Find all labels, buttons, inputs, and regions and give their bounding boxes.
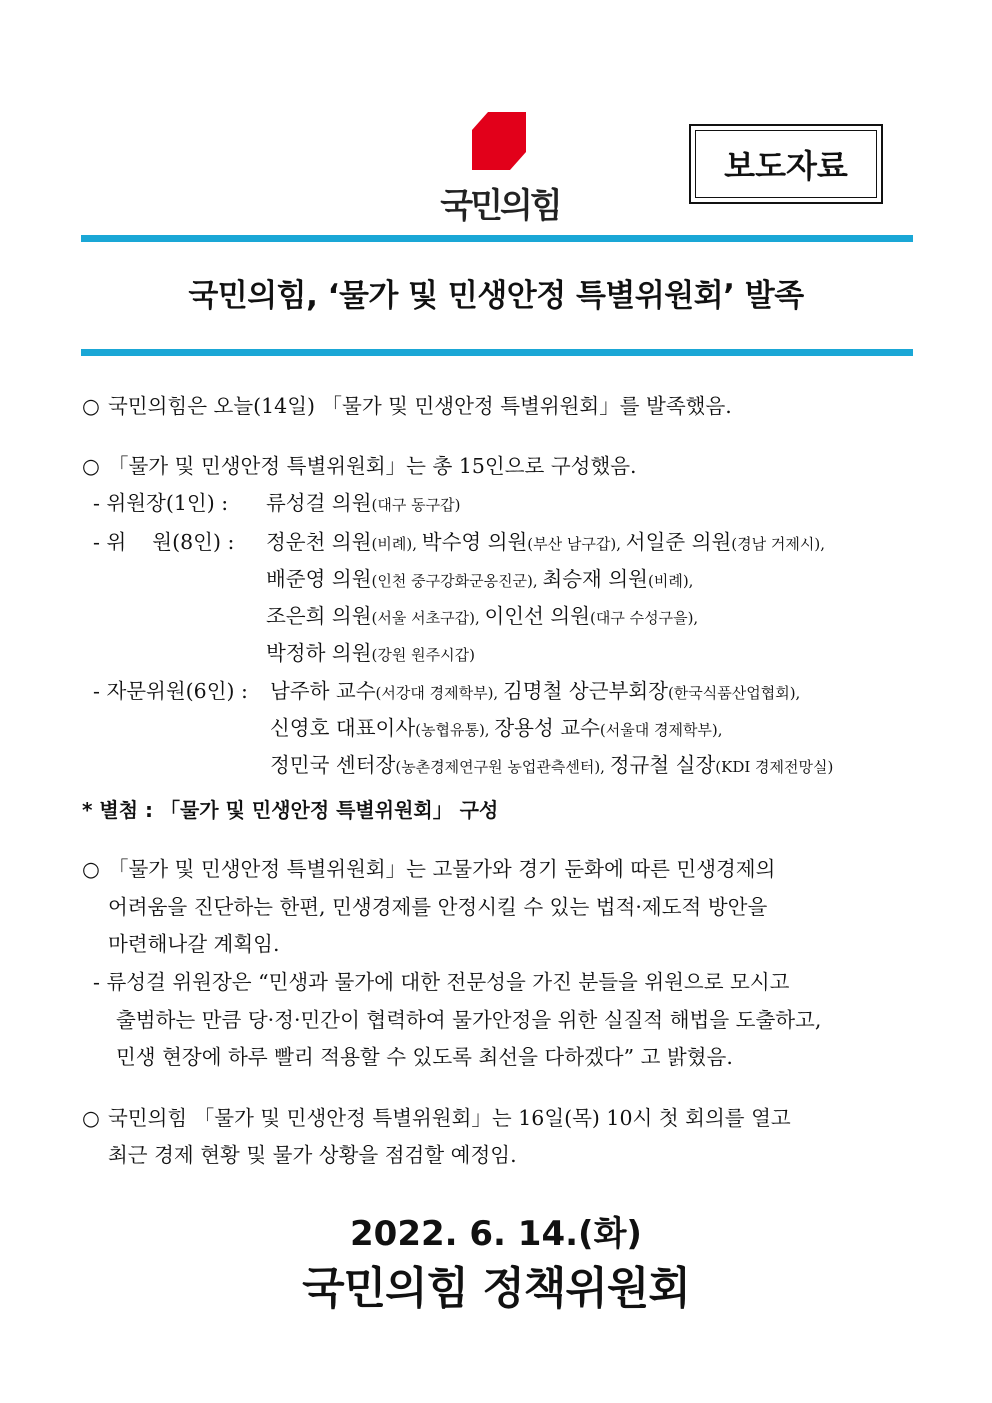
- paragraph-2: ○ 「물가 및 민생안정 특별위원회」는 총 15인으로 구성했음.: [82, 454, 637, 478]
- bullet-icon: ○: [82, 454, 100, 478]
- advisors-line-3: 정민국 센터장(농촌경제연구원 농업관측센터), 정규철 실장(KDI 경제전망실): [270, 753, 834, 777]
- advisors-line-1: 남주하 교수(서강대 경제학부), 김명철 상근부회장(한국식품산업협회),: [270, 679, 801, 703]
- press-release-label: 보도자료: [695, 130, 877, 198]
- bullet-icon: ○: [82, 857, 100, 881]
- attachment-note: * 별첨 : 「물가 및 민생안정 특별위원회」 구성: [82, 798, 499, 822]
- advisors-line-2: 신영호 대표이사(농협유통), 장용성 교수(서울대 경제학부),: [270, 716, 723, 740]
- members-line-4: 박정하 의원(강원 원주시갑): [266, 641, 475, 665]
- advisors-label: - 자문위원(6인) :: [93, 679, 248, 703]
- paragraph-3-line-3: 마련해나갈 계획임.: [108, 932, 280, 956]
- logo-text: 국민의힘: [440, 186, 560, 226]
- issuing-organization: 국민의힘 정책위원회: [302, 1263, 690, 1314]
- members-line-1: 정운천 의원(비례), 박수영 의원(부산 남구갑), 서일준 의원(경남 거제시),: [266, 530, 825, 554]
- members-line-2: 배준영 의원(인천 중구강화군옹진군), 최승재 의원(비례),: [266, 567, 694, 591]
- paragraph-1: ○ 국민의힘은 오늘(14일) 「물가 및 민생안정 특별위원회」를 발족했음.: [82, 394, 732, 418]
- quote-line-1: - 류성걸 위원장은 “민생과 물가에 대한 전문성을 가진 분들을 위원으로 모시고: [93, 970, 790, 994]
- chair-label: - 위원장(1인) :: [93, 491, 229, 515]
- quote-line-3: 민생 현장에 하루 빨리 적용할 수 있도록 최선을 다하겠다” 고 밝혔음.: [116, 1045, 733, 1069]
- bottom-divider: [81, 349, 913, 356]
- members-label: - 위 원(8인) :: [93, 530, 235, 554]
- press-release-box: [689, 124, 883, 204]
- bullet-icon: ○: [82, 394, 100, 418]
- paragraph-4-line-1: ○ 국민의힘 「물가 및 민생안정 특별위원회」는 16일(목) 10시 첫 회의를 열고: [82, 1106, 791, 1130]
- paragraph-3-line-1: ○ 「물가 및 민생안정 특별위원회」는 고물가와 경기 둔화에 따른 민생경제의: [82, 857, 776, 881]
- party-logo: [430, 112, 570, 226]
- release-date: 2022. 6. 14.(화): [350, 1214, 642, 1254]
- top-divider: [81, 235, 913, 242]
- members-line-3: 조은희 의원(서울 서초구갑), 이인선 의원(대구 수성구을),: [266, 604, 699, 628]
- logo-mark-icon: [472, 112, 526, 170]
- bullet-icon: ○: [82, 1106, 100, 1130]
- headline: 국민의힘, ‘물가 및 민생안정 특별위원회’ 발족: [188, 278, 804, 314]
- chair-entry: 류성걸 의원(대구 동구갑): [266, 491, 461, 515]
- paragraph-3-line-2: 어려움을 진단하는 한편, 민생경제를 안정시킬 수 있는 법적·제도적 방안을: [108, 895, 768, 919]
- quote-line-2: 출범하는 만큼 당·정·민간이 협력하여 물가안정을 위한 실질적 해법을 도출하고,: [116, 1008, 822, 1032]
- paragraph-4-line-2: 최근 경제 현황 및 물가 상황을 점검할 예정임.: [108, 1143, 517, 1167]
